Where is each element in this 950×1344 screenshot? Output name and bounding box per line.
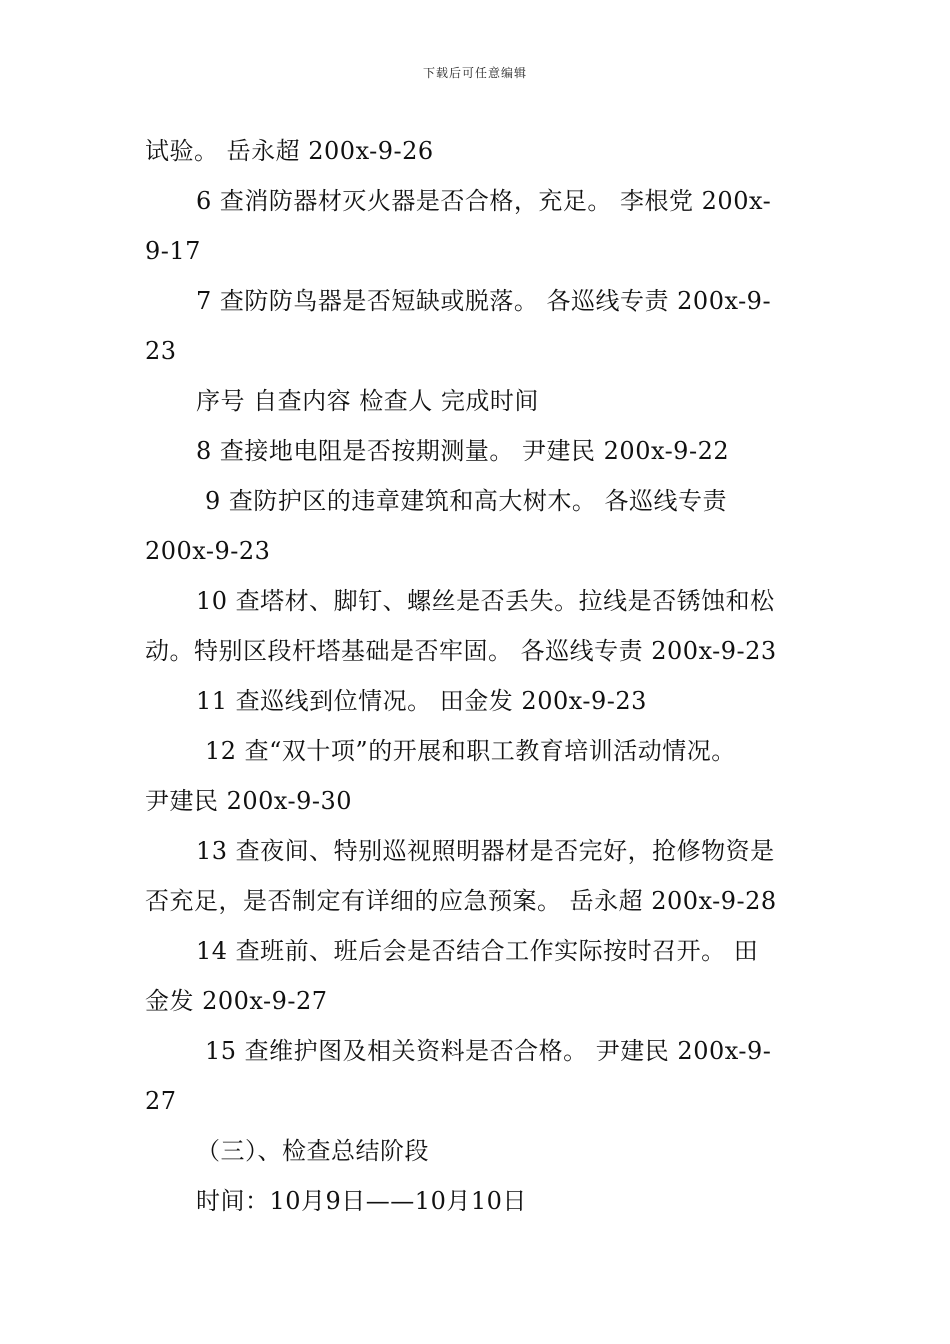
text-line: 13 查夜间、特别巡视照明器材是否完好，抢修物资是 xyxy=(196,837,775,865)
document-body xyxy=(145,126,810,1226)
text-line: 否充足，是否制定有详细的应急预案。 岳永超 200x-9-28 xyxy=(145,887,777,915)
text-line: 尹建民 200x-9-30 xyxy=(145,787,353,815)
text-line: 10 查塔材、脚钉、螺丝是否丢失。拉线是否锈蚀和松 xyxy=(196,587,775,615)
time-line: 时间：10月9日——10月10日 xyxy=(196,1187,527,1215)
text-line: 7 查防防鸟器是否短缺或脱落。 各巡线专责 200x-9- xyxy=(196,287,772,315)
text-line: 金发 200x-9-27 xyxy=(145,987,328,1015)
text-line: 试验。 岳永超 200x-9-26 xyxy=(145,137,434,165)
text-line: 23 xyxy=(145,337,177,365)
text-line: 8 查接地电阻是否按期测量。 尹建民 200x-9-22 xyxy=(196,437,730,465)
text-line: 动。特别区段杆塔基础是否牢固。 各巡线专责 200x-9-23 xyxy=(145,637,777,665)
text-line: 15 查维护图及相关资料是否合格。 尹建民 200x-9- xyxy=(205,1037,772,1065)
page-header: 下载后可任意编辑 xyxy=(422,66,527,80)
text-line: 200x-9-23 xyxy=(145,537,271,565)
text-line: 27 xyxy=(145,1087,177,1115)
text-line: 6 查消防器材灭火器是否合格，充足。 李根党 200x- xyxy=(196,187,772,215)
text-line: 14 查班前、班后会是否结合工作实际按时召开。 田 xyxy=(196,937,759,965)
text-line: 12 查“双十项”的开展和职工教育培训活动情况。 xyxy=(205,737,736,765)
text-line: 序号 自查内容 检查人 完成时间 xyxy=(196,387,539,415)
section-heading: （三）、检查总结阶段 xyxy=(196,1137,429,1165)
text-line: 9 查防护区的违章建筑和高大树木。 各巡线专责 xyxy=(205,487,728,515)
text-line: 11 查巡线到位情况。 田金发 200x-9-23 xyxy=(196,687,647,715)
text-line: 9-17 xyxy=(145,237,201,265)
